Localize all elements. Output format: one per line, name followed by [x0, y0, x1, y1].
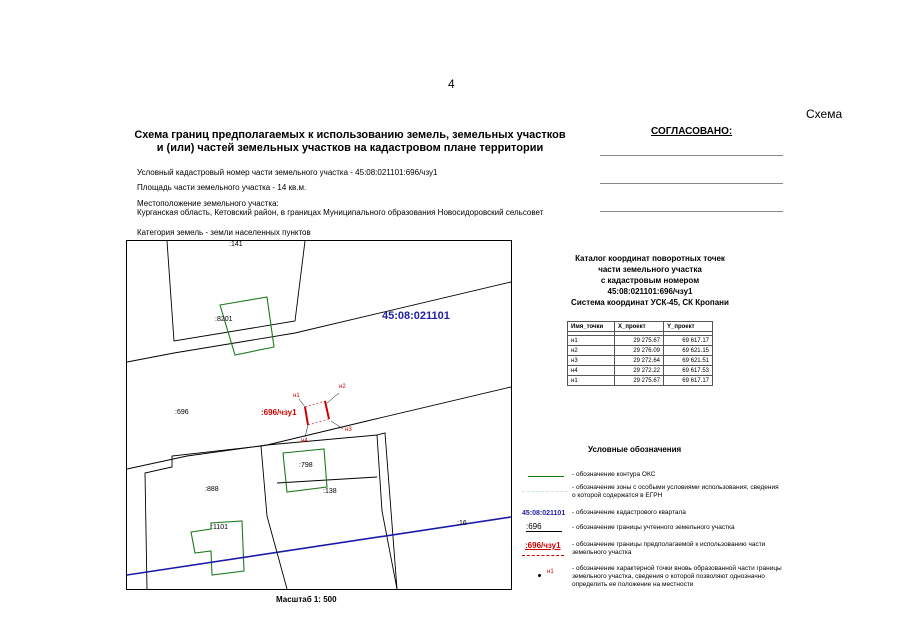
signature-line	[600, 183, 783, 184]
parcel-boundary	[145, 446, 287, 589]
parcel-label-138: :138	[323, 488, 337, 495]
signature-line	[600, 155, 783, 156]
legend-text: - обозначение границы предполагаемой к использованию части земельного участка	[572, 541, 766, 556]
table-row	[568, 346, 713, 356]
y-value: 69 617.53	[664, 366, 713, 376]
leader-n2	[327, 393, 339, 403]
column-header: Y_проект	[664, 322, 713, 332]
title-line-1: Схема границ предполагаемых к использованию земель, земельных участков	[134, 129, 566, 141]
parcel-label-141: :141	[229, 241, 243, 248]
line-16	[127, 517, 511, 575]
point-name: н3	[568, 356, 615, 366]
table-row	[568, 376, 713, 386]
cadastral-number-text: Условный кадастровый номер части земельного участка - 45:08:021101:696/чзу1	[137, 168, 438, 177]
y-value: 69 617.17	[664, 336, 713, 346]
legend-parcel-symbol: :696	[526, 522, 562, 532]
legend-point-dot	[538, 574, 541, 577]
parcel-boundary	[261, 435, 397, 589]
page-number: 4	[448, 77, 455, 91]
agreed-heading: СОГЛАСОВАНО:	[651, 126, 733, 137]
schema-label: Схема	[806, 107, 843, 121]
parcel-label-696: :696	[175, 409, 189, 416]
leader-n1	[299, 399, 305, 407]
parcel-boundary	[377, 433, 397, 589]
table-header-row	[568, 322, 713, 332]
catalog-title-line: Система координат УСК-45, СК Кропани	[571, 298, 729, 307]
legend-point-symbol: н1	[547, 569, 554, 575]
y-value: 69 621.51	[664, 356, 713, 366]
legend-text: - обозначение зоны с особыми условиями использования, сведения о которой содержатся в ЕГРН	[572, 484, 779, 499]
part-label: :696/чзу1	[261, 408, 297, 417]
legend-text: - обозначение контура ОКС	[572, 471, 656, 478]
column-header: Имя_точки	[568, 322, 615, 332]
point-label-n4: н4	[301, 438, 308, 444]
category-text: Категория земель - земли населенных пунктов	[137, 228, 311, 237]
x-value: 29 272.64	[615, 356, 664, 366]
point-label-n1: н1	[293, 393, 300, 399]
y-value: 69 621.15	[664, 346, 713, 356]
part-boundary-east	[325, 401, 329, 419]
part-boundary-north	[305, 401, 325, 407]
column-header: X_проект	[615, 322, 664, 332]
scale-label: Масштаб 1: 500	[276, 595, 337, 604]
point-name: н2	[568, 346, 615, 356]
part-boundary-south	[308, 419, 329, 425]
point-name: н1	[568, 336, 615, 346]
table-row	[568, 366, 713, 376]
document-title	[120, 129, 580, 155]
road-edge-lower	[127, 387, 511, 469]
point-label-n2: н2	[339, 384, 346, 390]
x-value: 29 276.09	[615, 346, 664, 356]
area-text: Площадь части земельного участка - 14 кв.м.	[137, 183, 307, 192]
legend-text: - обозначение границы учтенного земельного участка	[572, 524, 735, 531]
catalog-title-line: Каталог координат поворотных точек	[575, 254, 725, 263]
table-row	[568, 356, 713, 366]
part-boundary-west	[305, 407, 308, 425]
cadastral-map	[126, 240, 512, 590]
legend-text: - обозначение характерной точки вновь образованной части границы земельного участка, сведения о которой позволяют однозначно определить ее положение на местности	[572, 565, 782, 588]
legend-part-symbol: :696/чзу1	[525, 541, 561, 550]
catalog-title-line: с кадастровым номером	[600, 276, 700, 285]
parcel-boundary	[167, 241, 305, 341]
oks-contour-798	[283, 449, 327, 492]
parcel-label-8201: :8201	[215, 316, 233, 323]
signature-line	[600, 211, 783, 212]
legend-text: - обозначение кадастрового квартала	[572, 509, 686, 516]
legend-part-line	[522, 555, 564, 556]
coordinate-table	[567, 321, 713, 386]
line-label-16: :16	[457, 520, 467, 527]
title-line-2: и (или) частей земельных участков на кадастровом плане территории	[156, 142, 544, 154]
road-edge-upper	[127, 282, 511, 362]
x-value: 29 272.22	[615, 366, 664, 376]
legend-title: Условные обозначения	[588, 445, 682, 454]
catalog-title-line: части земельного участка	[598, 265, 702, 274]
coordinate-catalog-title	[540, 253, 760, 308]
y-value: 69 617.17	[664, 376, 713, 386]
table-row	[568, 336, 713, 346]
legend-zone-line	[522, 491, 568, 492]
quarter-label: 45:08:021101	[382, 310, 450, 322]
point-label-n3: н3	[345, 427, 352, 433]
legend-quarter-symbol: 45:08:021101	[522, 510, 566, 517]
parcel-label-888: :888	[205, 486, 219, 493]
location-value: Курганская область, Кетовский район, в границах Муниципального образования Новосидоровский сельсовет	[137, 208, 544, 217]
parcel-label-1101: :1101	[211, 524, 228, 531]
x-value: 29 275.67	[615, 336, 664, 346]
catalog-title-line: 45:08:021101:696/чзу1	[607, 287, 693, 296]
point-name: н1	[568, 376, 615, 386]
point-name: н4	[568, 366, 615, 376]
x-value: 29 275.67	[615, 376, 664, 386]
legend-oks-line	[528, 476, 564, 477]
part-chzu1	[299, 393, 343, 437]
location-label: Местоположение земельного участка:	[137, 199, 279, 208]
parcel-label-798: :798	[299, 462, 313, 469]
